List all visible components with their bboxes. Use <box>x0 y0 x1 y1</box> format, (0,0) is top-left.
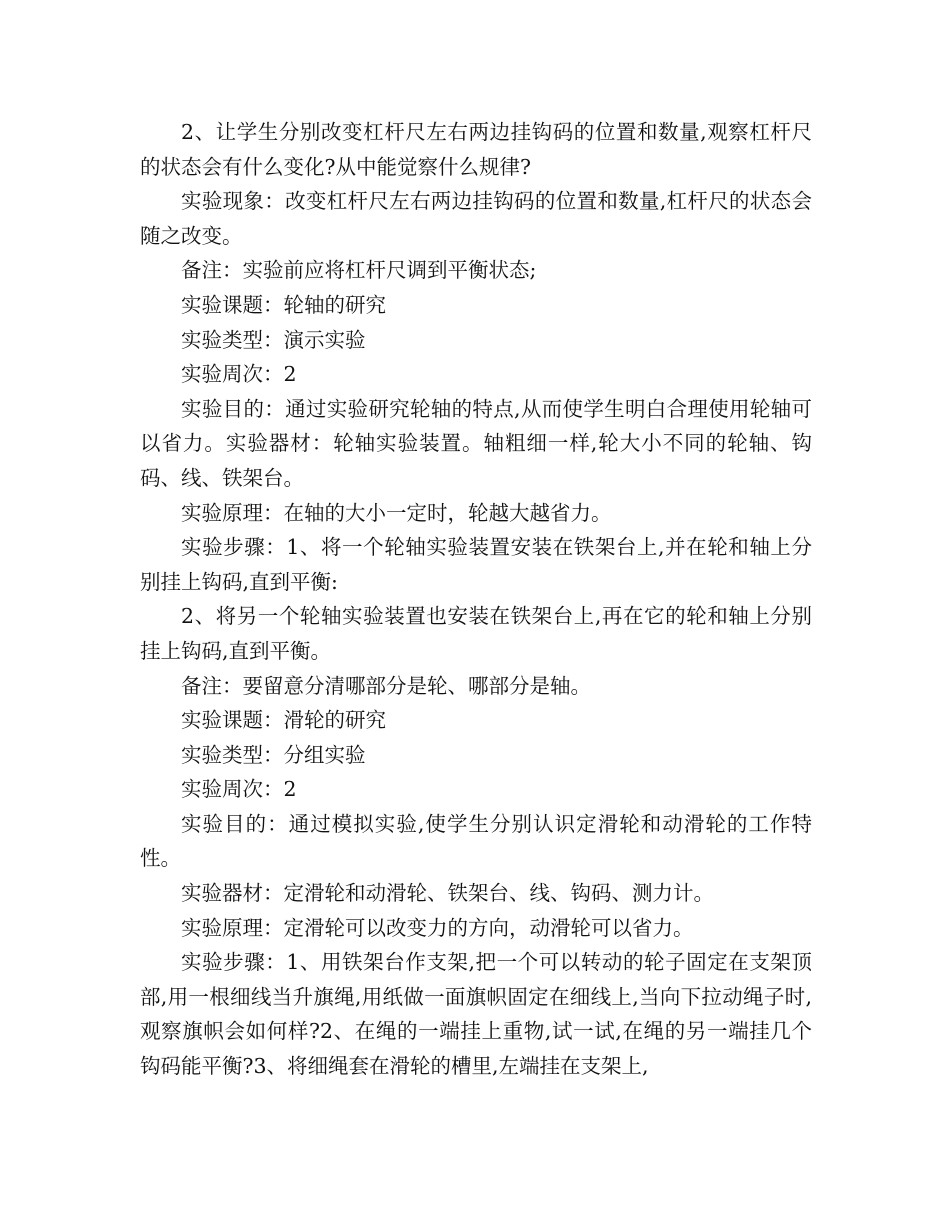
paragraph: 备注：要留意分清哪部分是轮、哪部分是轴。 <box>181 673 591 698</box>
paragraph: 实验目的：通过实验研究轮轴的特点,从而使学生明白合理使用轮轴可以省力。实验器材：轮轴实验装置。轴粗细一样,轮大小不同的轮轴、钩码、线、铁架台。 <box>140 396 812 490</box>
paragraph: 实验类型：分组实验 <box>181 742 366 767</box>
paragraph: 实验器材：定滑轮和动滑轮、铁架台、线、钩码、测力计。 <box>181 881 714 906</box>
paragraph: 实验周次：2 <box>181 362 297 387</box>
paragraph: 实验周次：2 <box>181 777 297 802</box>
document-page <box>140 115 812 1084</box>
paragraph: 实验类型：演示实验 <box>181 327 366 352</box>
paragraph: 2、将另一个轮轴实验装置也安装在铁架台上,再在它的轮和轴上分别挂上钩码,直到平衡。 <box>140 604 812 663</box>
paragraph: 实验原理：在轴的大小一定时，轮越大越省力。 <box>181 500 612 525</box>
paragraph: 实验步骤：1、用铁架台作支架,把一个可以转动的轮子固定在支架顶部,用一根细线当升旗绳,用纸做一面旗帜固定在细线上,当向下拉动绳子时,观察旗帜会如何样?2、在绳的一端挂上重物,试一试,在绳的另一端挂几个钩码能平衡?3、将细绳套在滑轮的槽里,左端挂在支架上, <box>140 950 812 1079</box>
paragraph: 实验现象：改变杠杆尺左右两边挂钩码的位置和数量,杠杆尺的状态会随之改变。 <box>140 189 812 248</box>
paragraph: 备注：实验前应将杠杆尺调到平衡状态; <box>181 258 537 283</box>
paragraph: 实验步骤：1、将一个轮轴实验装置安装在铁架台上,并在轮和轴上分别挂上钩码,直到平衡: <box>140 535 812 594</box>
paragraph: 实验课题：滑轮的研究 <box>181 708 386 733</box>
paragraph: 实验目的：通过模拟实验,使学生分别认识定滑轮和动滑轮的工作特性。 <box>140 811 812 871</box>
paragraph: 2、让学生分别改变杠杆尺左右两边挂钩码的位置和数量,观察杠杆尺的状态会有什么变化?从中能觉察什么规律? <box>140 120 812 179</box>
paragraph: 实验原理：定滑轮可以改变力的方向，动滑轮可以省力。 <box>181 915 694 940</box>
paragraph: 实验课题：轮轴的研究 <box>181 292 386 317</box>
